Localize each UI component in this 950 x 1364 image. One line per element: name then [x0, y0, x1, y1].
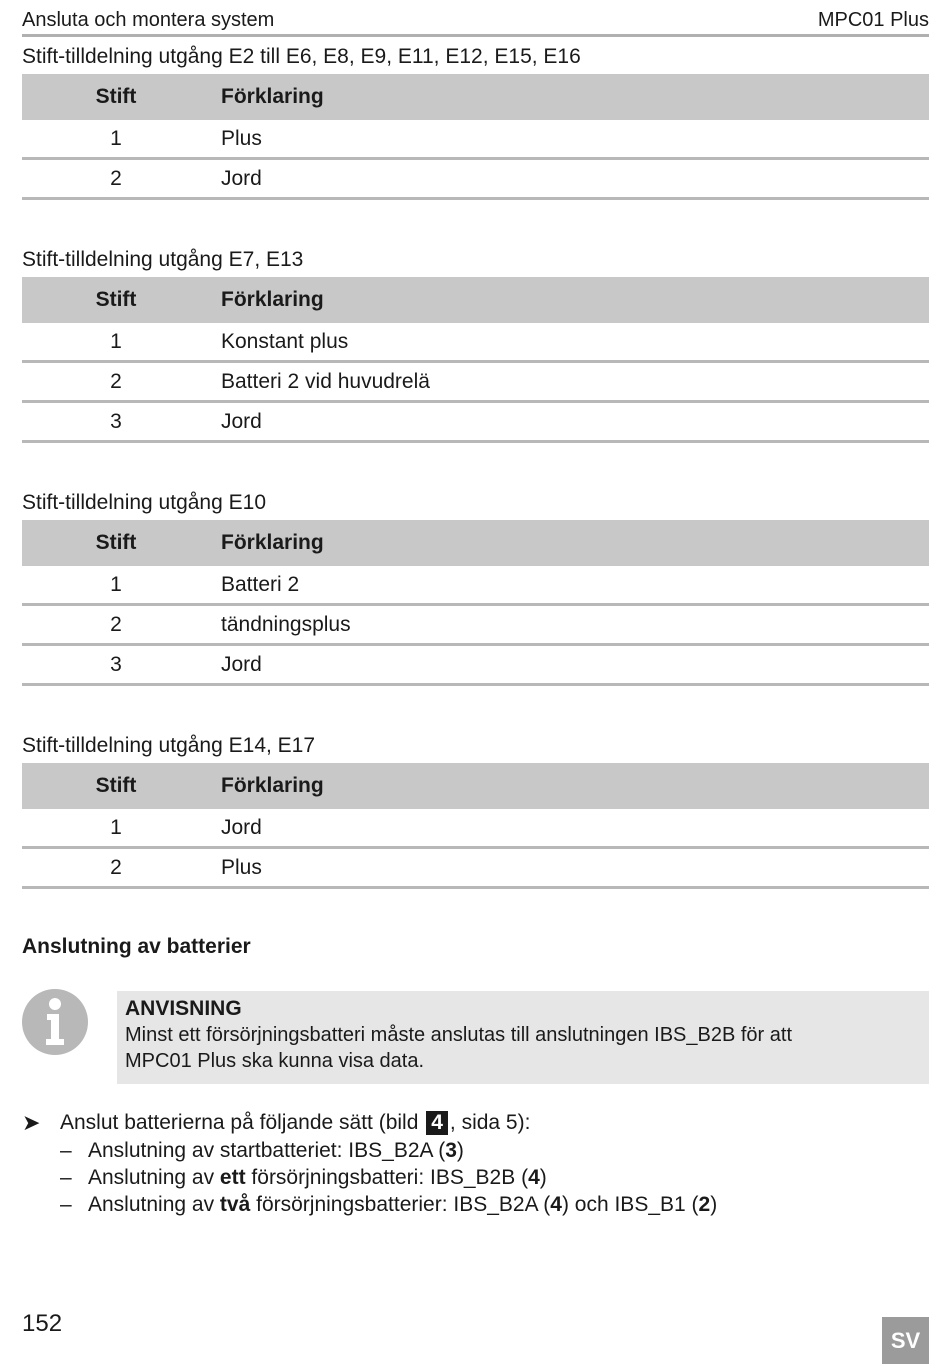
pin-cell: 2: [110, 369, 122, 393]
description-cell: Plus: [221, 855, 262, 879]
description-cell: Plus: [221, 126, 262, 150]
pin-cell: 2: [110, 855, 122, 879]
language-badge: SV: [882, 1317, 929, 1364]
pin-table-e2: [22, 40, 929, 200]
description-cell: Batteri 2: [221, 572, 300, 596]
table: [22, 74, 929, 200]
list-item-text: [88, 1193, 717, 1217]
list-item: [22, 1137, 717, 1164]
pin-cell: 2: [110, 166, 122, 190]
table-caption: Stift-tilldelning utgång E2 till E6, E8, E9, E11, E12, E15, E16: [22, 45, 581, 68]
table: [22, 520, 929, 686]
text-segment: försörjningsbatterier: IBS_B2A (: [250, 1192, 551, 1216]
table-caption: Stift-tilldelning utgång E10: [22, 491, 266, 514]
emphasis-text: två: [219, 1192, 251, 1216]
list-item: [22, 1164, 717, 1191]
reference-number: 2: [698, 1192, 711, 1216]
description-cell: Jord: [221, 166, 262, 190]
table-row: [22, 646, 929, 686]
table: [22, 763, 929, 889]
table: [22, 277, 929, 443]
table-header-row: [22, 277, 929, 323]
column-header-description: Förklaring: [221, 85, 324, 108]
column-header-pin: Stift: [95, 774, 137, 797]
description-cell: Batteri 2 vid huvudrelä: [221, 369, 430, 393]
pin-cell: 1: [110, 572, 122, 596]
text-segment: försörjningsbatteri: IBS_B2B (: [245, 1165, 529, 1189]
dash-bullet: –: [60, 1192, 72, 1216]
column-header-pin: Stift: [95, 531, 137, 554]
text-segment: ): [710, 1192, 718, 1216]
info-icon: [22, 989, 88, 1055]
column-header-pin: Stift: [95, 85, 137, 108]
notice-box: [117, 991, 929, 1084]
pin-cell: 2: [110, 612, 122, 636]
description-cell: Jord: [221, 815, 262, 839]
table-row: [22, 849, 929, 889]
instruction-text: [60, 1111, 530, 1135]
description-cell: tändningsplus: [221, 612, 351, 636]
column-header-pin: Stift: [95, 288, 137, 311]
column-header-description: Förklaring: [221, 531, 324, 554]
table-header-row: [22, 520, 929, 566]
pin-cell: 3: [110, 409, 122, 433]
reference-number: 4: [550, 1192, 562, 1216]
pin-cell: 1: [110, 329, 122, 353]
emphasis-text: ett: [219, 1165, 246, 1189]
description-cell: Jord: [221, 409, 262, 433]
list-item-text: [88, 1166, 547, 1190]
dash-bullet: –: [60, 1138, 72, 1162]
column-header-description: Förklaring: [221, 288, 324, 311]
description-cell: Konstant plus: [221, 329, 349, 353]
pin-cell: 1: [110, 126, 122, 150]
page-number: 152: [22, 1310, 63, 1337]
table-row: [22, 403, 929, 443]
notice-title: ANVISNING: [125, 997, 242, 1020]
list-item: [22, 1191, 717, 1218]
section-heading: Anslutning av batterier: [22, 935, 251, 958]
table-row: [22, 566, 929, 606]
instruction-block: [22, 1109, 717, 1218]
figure-reference: 4: [426, 1111, 448, 1135]
table-header-row: [22, 74, 929, 120]
pin-table-e10: [22, 486, 929, 686]
page-header: [22, 6, 929, 37]
table-row: [22, 606, 929, 646]
table-row: [22, 809, 929, 849]
table-caption: Stift-tilldelning utgång E14, E17: [22, 734, 316, 757]
table-caption: Stift-tilldelning utgång E7, E13: [22, 248, 304, 271]
description-cell: Jord: [221, 652, 262, 676]
reference-number: 4: [528, 1165, 540, 1189]
arrow-icon: ➤: [22, 1110, 41, 1135]
instruction-text-end: , sida 5):: [449, 1111, 531, 1134]
pin-cell: 3: [110, 652, 122, 676]
reference-number: 3: [445, 1138, 457, 1162]
text-segment: Anslutning av startbatteriet: IBS_B2A (: [88, 1138, 446, 1162]
table-row: [22, 363, 929, 403]
text-segment: ): [456, 1138, 464, 1162]
pin-table-e14: [22, 729, 929, 889]
pin-cell: 1: [110, 815, 122, 839]
table-row: [22, 160, 929, 200]
text-segment: ): [539, 1165, 547, 1189]
list-item-text: [88, 1139, 464, 1163]
table-header-row: [22, 763, 929, 809]
header-section-title: Ansluta och montera system: [22, 8, 275, 31]
table-row: [22, 323, 929, 363]
dash-bullet: –: [60, 1165, 72, 1189]
notice-text-line: Minst ett försörjningsbatteri måste anslutas till anslutningen IBS_B2B för att: [125, 1024, 793, 1046]
column-header-description: Förklaring: [221, 774, 324, 797]
text-segment: ) och IBS_B1 (: [561, 1192, 699, 1216]
text-segment: Anslutning av: [88, 1165, 220, 1189]
table-row: [22, 120, 929, 160]
pin-table-e7: [22, 243, 929, 443]
header-product-name: MPC01 Plus: [817, 8, 929, 31]
instruction-step: [22, 1109, 717, 1137]
text-segment: Anslutning av: [88, 1192, 220, 1216]
notice-text-line: MPC01 Plus ska kunna visa data.: [125, 1050, 425, 1072]
instruction-text-start: Anslut batterierna på följande sätt (bild: [60, 1111, 425, 1134]
